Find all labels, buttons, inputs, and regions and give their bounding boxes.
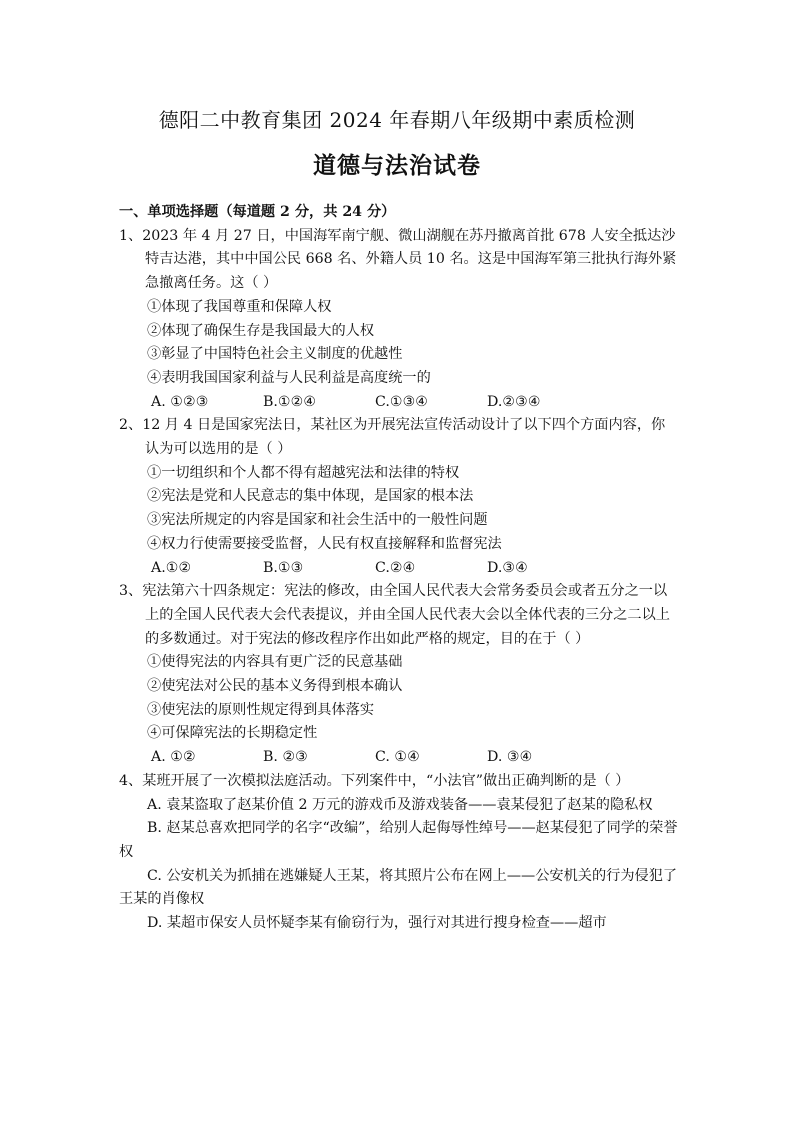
statement-option: ④表明我国国家利益与人民利益是高度统一的	[147, 369, 431, 386]
choice-c: C. ①④	[375, 749, 420, 766]
choice-d: D. ③④	[487, 749, 533, 766]
choice-d: D.③④	[487, 559, 528, 576]
answer-choices	[119, 391, 679, 415]
question-stem: 1、2023 年 4 月 27 日，中国海军南宁舰、微山湖舰在苏丹撤离首批 678 人安全抵达沙特吉达港，其中中国公民 668 名、外籍人员 10 名。这是中国海军第三批执行海外紧急撤离任务。这（ ）	[119, 227, 677, 292]
statement-option: ③使宪法的原则性规定得到具体落实	[147, 701, 375, 718]
choice-b: B.①③	[263, 559, 304, 576]
choice-a: A. ①②	[151, 749, 196, 766]
exam-subtitle: 道德与法治试卷	[313, 152, 481, 179]
statement-option: ①体现了我国尊重和保障人权	[147, 298, 332, 315]
choice-b: B. ②③	[263, 749, 308, 766]
statement-option: ③宪法所规定的内容是国家和社会生活中的一般性问题	[147, 512, 488, 529]
answer-choices	[119, 557, 679, 581]
question-1	[119, 225, 679, 415]
statement-option: ①使得宪法的内容具有更广泛的民意基础	[147, 654, 403, 671]
choice-c: C. 公安机关为抓捕在逃嫌疑人王某，将其照片公布在网上——公安机关的行为侵犯了王某的肖像权	[119, 867, 678, 908]
choice-b: B. 赵某总喜欢把同学的名字“改编”，给别人起侮辱性绰号——赵某侵犯了同学的荣誉权	[119, 820, 678, 860]
choice-a: A. 袁某盗取了赵某价值 2 万元的游戏币及游戏装备——袁某侵犯了赵某的隐私权	[147, 796, 653, 813]
choice-c: C.①③④	[375, 393, 429, 410]
choice-d: D. 某超市保安人员怀疑李某有偷窃行为，强行对其进行搜身检查——超市	[147, 915, 607, 932]
question-3	[119, 580, 679, 770]
choice-a: A.①②	[151, 559, 192, 576]
statement-option: ①一切组织和个人都不得有超越宪法和法律的特权	[147, 464, 460, 481]
question-stem: 3、宪法第六十四条规定：宪法的修改，由全国人民代表大会常务委员会或者五分之一以上的全国人民代表大会代表提议，并由全国人民代表大会以全体代表的三分之二以上的多数通过。对于宪法的修改程序作出如此严格的规定，目的在于（ ）	[119, 583, 670, 647]
statement-option: ②宪法是党和人民意志的集中体现，是国家的根本法	[147, 488, 474, 505]
question-4	[119, 770, 679, 936]
statement-option: ②体现了确保生存是我国最大的人权	[147, 322, 375, 339]
section-heading: 一、单项选择题（每道题 2 分，共 24 分）	[119, 204, 396, 220]
question-stem: 2、12 月 4 日是国家宪法日，某社区为开展宪法宣传活动设计了以下四个方面内容，你认为可以选用的是（ ）	[119, 417, 666, 458]
choice-d: D.②③④	[487, 393, 541, 410]
choice-c: C.②④	[375, 559, 416, 576]
answer-choices	[119, 746, 679, 770]
statement-option: ③彰显了中国特色社会主义制度的优越性	[147, 346, 403, 363]
question-stem: 4、某班开展了一次模拟法庭活动。下列案件中，“小法官”做出正确判断的是（ ）	[119, 772, 630, 789]
choice-a: A. ①②③	[151, 393, 209, 410]
question-2	[119, 414, 679, 580]
choice-b: B.①②④	[263, 393, 317, 410]
statement-option: ②使宪法对公民的基本义务得到根本确认	[147, 678, 403, 695]
statement-option: ④权力行使需要接受监督，人民有权直接解释和监督宪法	[147, 535, 502, 552]
exam-body	[119, 201, 679, 936]
exam-title: 德阳二中教育集团 2024 年春期八年级期中素质检测	[158, 108, 636, 132]
statement-option: ④可保障宪法的长期稳定性	[147, 725, 318, 742]
